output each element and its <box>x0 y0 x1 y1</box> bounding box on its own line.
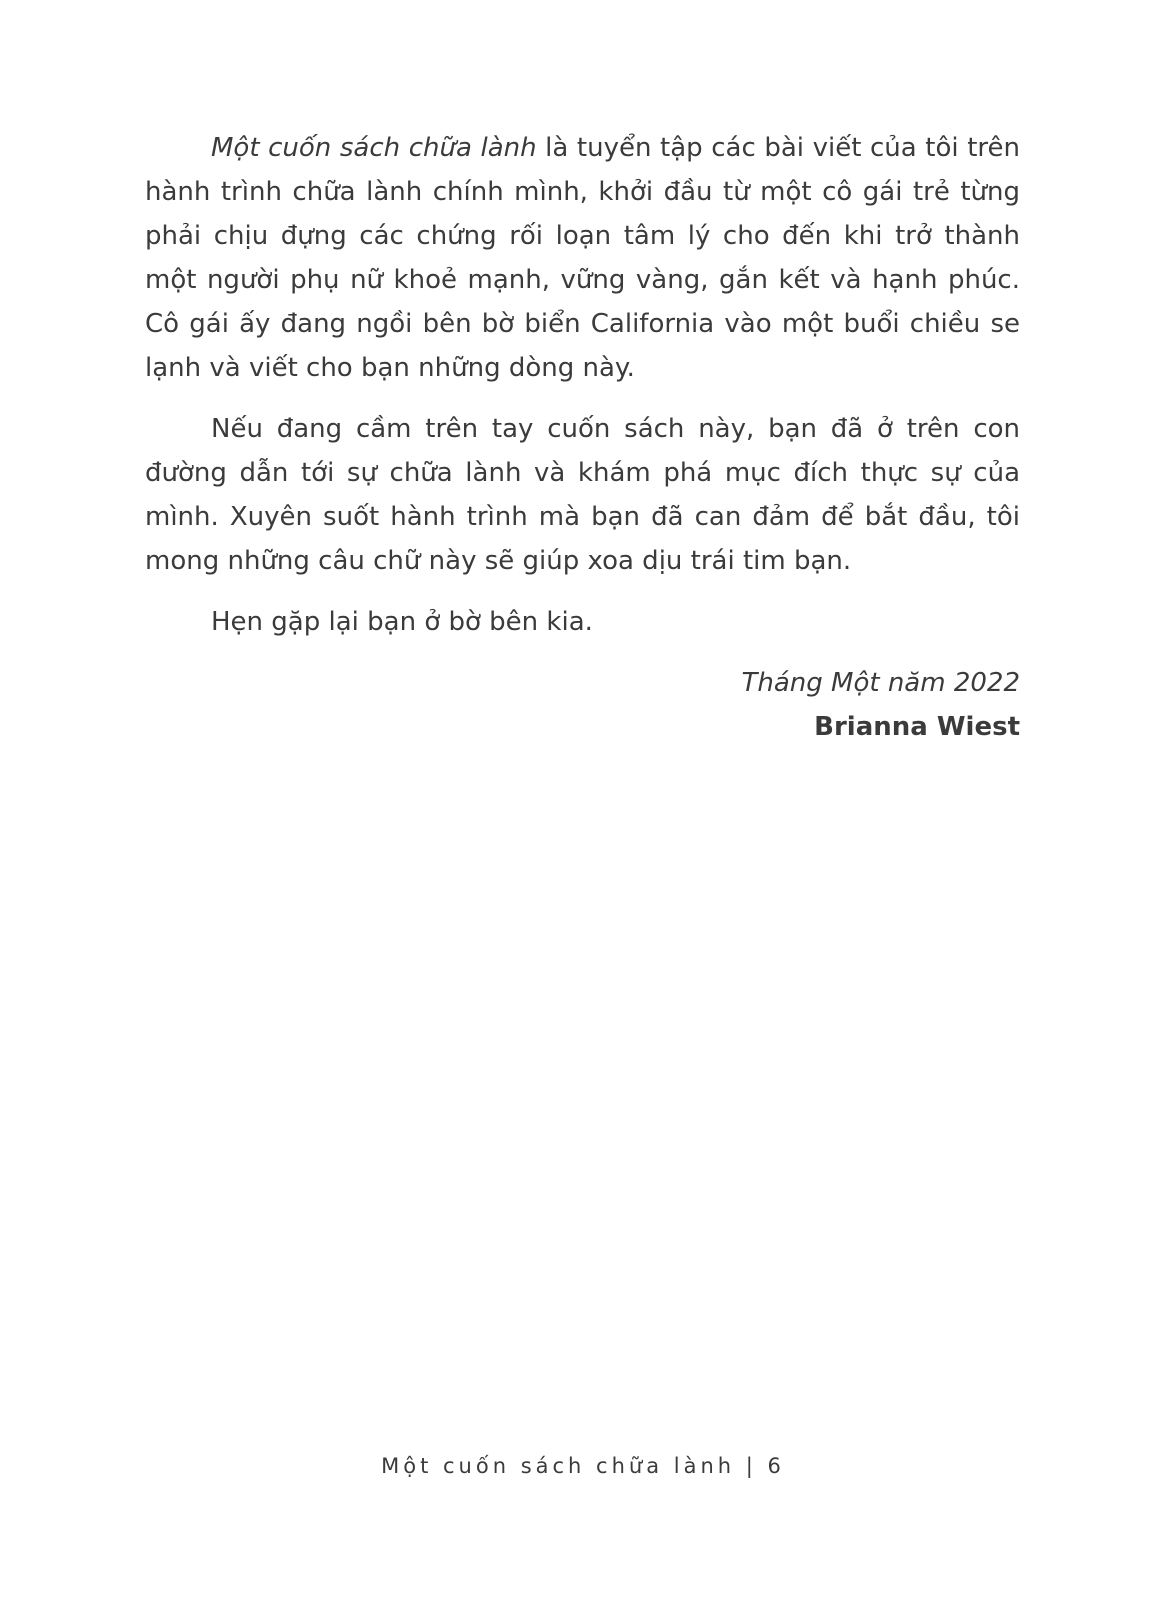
paragraph-intro-text: là tuyển tập các bài viết của tôi trên hành trình chữa lành chính mình, khởi đầu từ một cô gái trẻ từng phải chịu đựng các chứng rối loạn tâm lý cho đến khi trở thành một người phụ nữ khoẻ mạnh, vững vàng, gắn kết và hạnh phúc. Cô gái ấy đang ngồi bên bờ biển California vào một buổi chiều se lạnh và viết cho bạn những dòng này. <box>145 133 1020 383</box>
page-footer: Một cuốn sách chữa lành | 6 <box>381 1454 785 1478</box>
page-body <box>145 126 1020 749</box>
book-title: Một cuốn sách chữa lành <box>211 133 537 163</box>
paragraph-farewell: Hẹn gặp lại bạn ở bờ bên kia. <box>211 607 593 637</box>
author-name: Brianna Wiest <box>814 712 1020 742</box>
date-line: Tháng Một năm 2022 <box>741 668 1020 698</box>
paragraph-journey: Nếu đang cầm trên tay cuốn sách này, bạn đã ở trên con đường dẫn tới sự chữa lành và khám phá mục đích thực sự của mình. Xuyên suốt hành trình mà bạn đã can đảm để bắt đầu, tôi mong những câu chữ này sẽ giúp xoa dịu trái tim bạn. <box>145 414 1020 576</box>
paragraph-intro <box>145 126 1020 390</box>
